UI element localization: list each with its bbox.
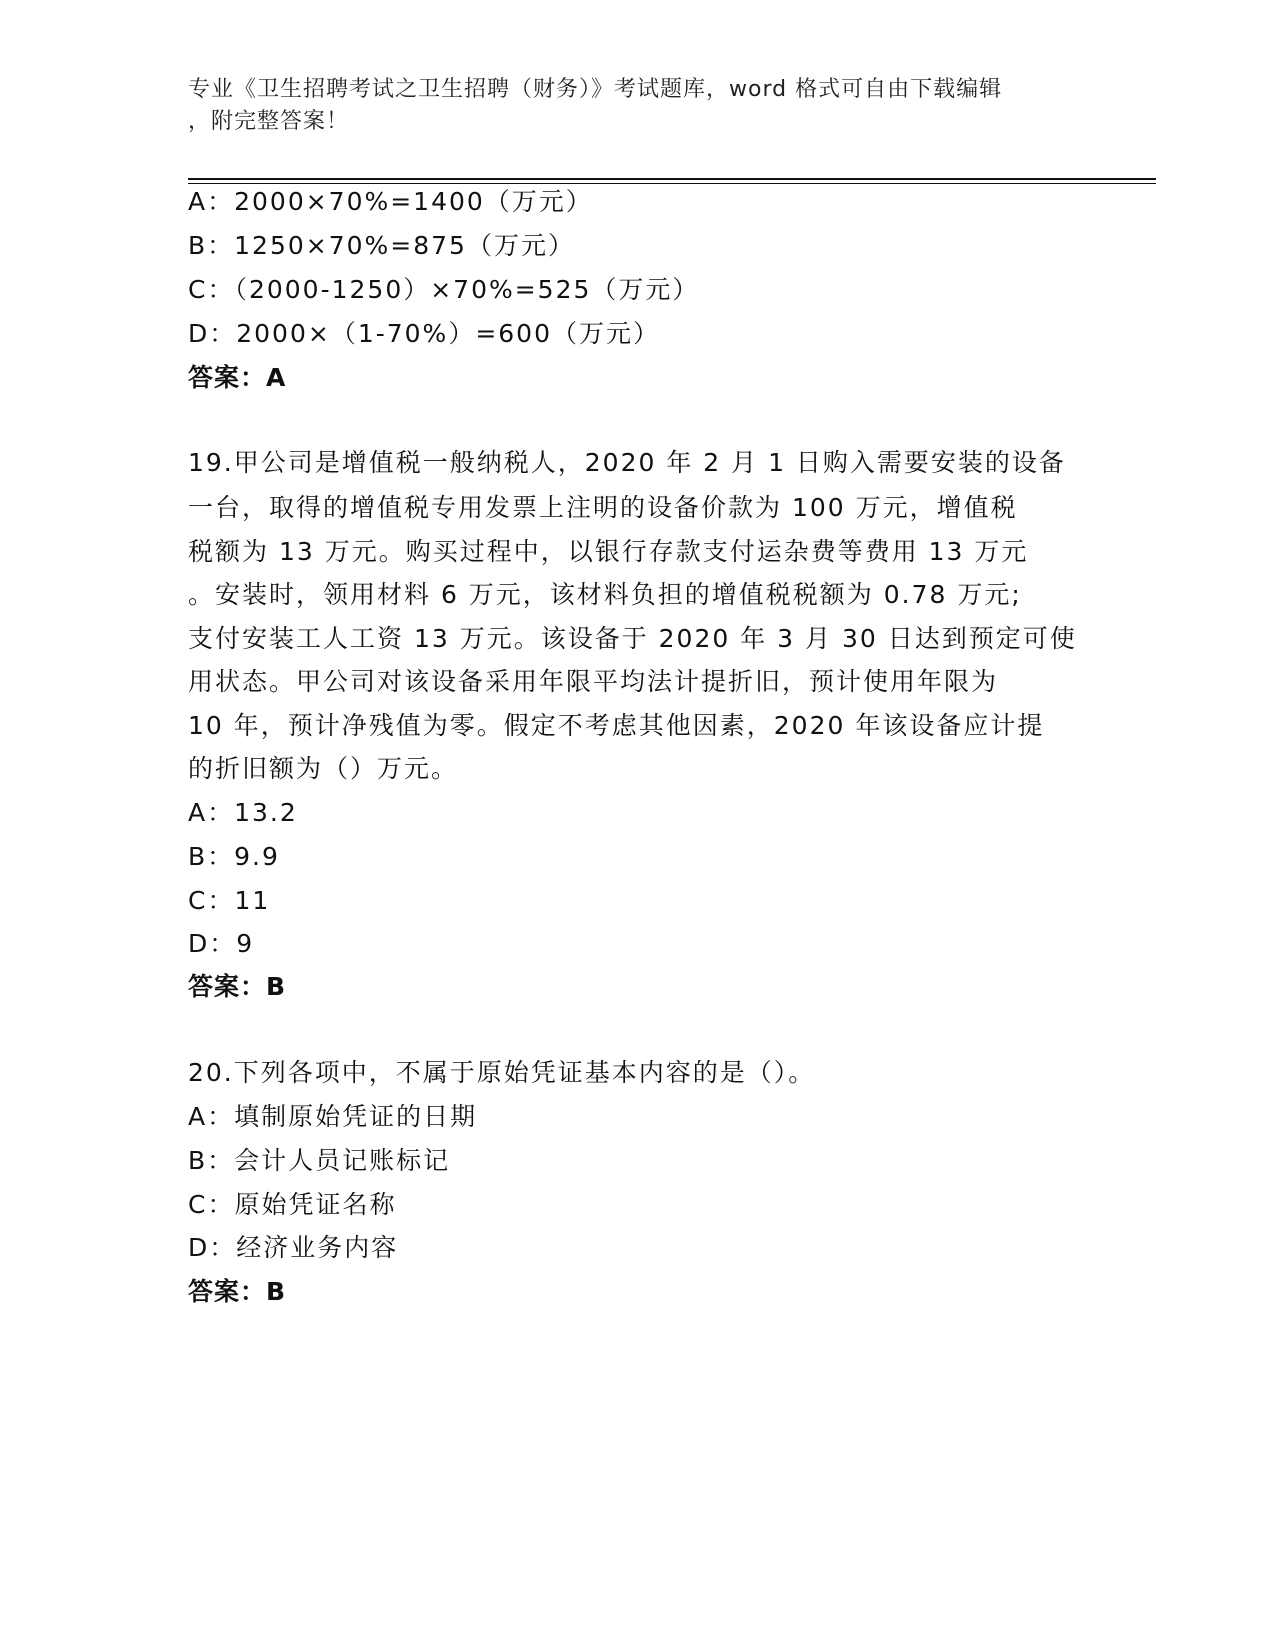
header-divider-thick <box>188 178 1156 180</box>
q18-option-d: D：2000×（1-70%）=600（万元） <box>188 319 660 348</box>
q19-option-a: A：13.2 <box>188 798 298 827</box>
q19-text-line-5: 支付安装工人工资 13 万元。该设备于 2020 年 3 月 30 日达到预定可使 <box>188 624 1077 653</box>
q19-option-c: C：11 <box>188 886 271 915</box>
q20-option-d: D：经济业务内容 <box>188 1233 399 1262</box>
q19-answer: 答案：B <box>188 972 287 1001</box>
q19-option-d: D：9 <box>188 929 255 958</box>
q20-option-b: B：会计人员记账标记 <box>188 1146 451 1175</box>
q19-text-line-7: 10 年，预计净残值为零。假定不考虑其他因素，2020 年该设备应计提 <box>188 711 1045 740</box>
q19-text-line-6: 用状态。甲公司对该设备采用年限平均法计提折旧，预计使用年限为 <box>188 667 999 696</box>
q19-text-line-3: 税额为 13 万元。购买过程中，以银行存款支付运杂费等费用 13 万元 <box>188 537 1029 566</box>
header-line-1: 专业《卫生招聘考试之卫生招聘（财务）》考试题库，word 格式可自由下载编辑 <box>188 77 1003 102</box>
q20-option-a: A：填制原始凭证的日期 <box>188 1102 478 1131</box>
q18-option-a: A：2000×70%=1400（万元） <box>188 187 593 216</box>
q20-option-c: C：原始凭证名称 <box>188 1190 397 1219</box>
document-header <box>188 74 1088 138</box>
q20-question: 20.下列各项中，不属于原始凭证基本内容的是（）。 <box>188 1058 816 1087</box>
q18-option-c: C：（2000-1250）×70%=525（万元） <box>188 275 700 304</box>
header-line-2: ，附完整答案！ <box>188 109 350 134</box>
q19-text-line-8: 的折旧额为（）万元。 <box>188 754 459 783</box>
q19-text-line-1: 19.甲公司是增值税一般纳税人，2020 年 2 月 1 日购入需要安装的设备 <box>188 448 1066 477</box>
header-divider-thin <box>188 183 1156 184</box>
q18-option-b: B：1250×70%=875（万元） <box>188 231 575 260</box>
q19-option-b: B：9.9 <box>188 842 280 871</box>
q20-answer: 答案：B <box>188 1277 287 1306</box>
q19-text-line-4: 。安装时，领用材料 6 万元，该材料负担的增值税税额为 0.78 万元; <box>188 580 1022 609</box>
q19-text-line-2: 一台，取得的增值税专用发票上注明的设备价款为 100 万元，增值税 <box>188 493 1018 522</box>
q18-answer: 答案：A <box>188 363 287 392</box>
